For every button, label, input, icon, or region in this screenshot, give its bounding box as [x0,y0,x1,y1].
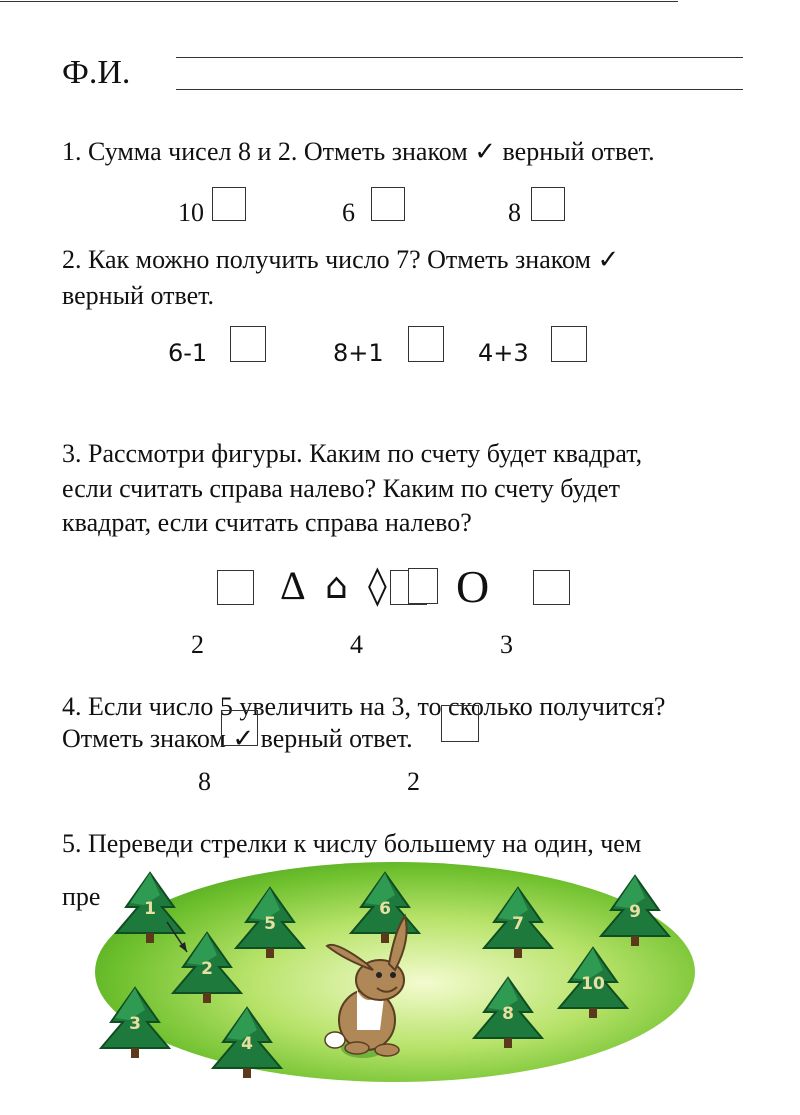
question-2-line-2: верный ответ. [62,281,215,310]
tree-label-6: 6 [379,899,391,919]
forest-picture [95,860,695,1085]
q3-answer-3: 3 [500,630,513,659]
shape-square-1 [217,570,254,605]
question-3-line-2: если считать справа налево? Каким по счету будет [62,474,621,503]
question-4-line-2: Отметь знаком ✓ верный ответ. [62,724,413,753]
q2-checkbox-2[interactable] [408,326,444,362]
q1-checkbox-1[interactable] [212,187,246,221]
q2-option-2: 8+1 [333,339,384,367]
q2-checkbox-1[interactable] [230,326,266,362]
question-2-line-1: 2. Как можно получить число 7? Отметь знаком ✓ [62,245,620,274]
q4-answer-1: 8 [198,767,211,796]
fi-label: Ф.И. [62,54,131,91]
shape-square-4 [533,570,570,605]
shape-pentagon: ⌂ [325,566,348,607]
tree-label-7: 7 [512,914,524,934]
name-line-top [176,57,743,58]
question-3-line-3: квадрат, если считать справа налево? [62,508,472,537]
q1-checkbox-3[interactable] [531,187,565,221]
shape-circle: O [456,561,490,612]
question-5-line-2: пре [62,882,101,911]
tree-label-9: 9 [629,902,641,922]
tree-label-2: 2 [201,959,213,979]
tree-label-4: 4 [241,1034,253,1054]
top-rule [0,1,678,2]
name-line-bottom [176,89,743,90]
question-1-text: 1. Сумма чисел 8 и 2. Отметь знаком ✓ верный ответ. [62,137,655,166]
q3-answer-2: 4 [350,630,363,659]
q3-answer-1: 2 [191,630,204,659]
question-4-line-1: 4. Если число 5 увеличить на 3, то сколько получится? [62,692,666,721]
question-3-line-1: 3. Рассмотри фигуры. Каким по счету будет квадрат, [62,439,643,468]
shape-triangle: Δ [280,563,306,608]
q1-option-1: 10 [178,198,204,227]
q2-checkbox-3[interactable] [551,326,587,362]
q4-checkbox-1[interactable] [221,710,258,746]
tree-label-10: 10 [581,974,605,994]
q1-option-2: 6 [342,198,355,227]
q4-checkbox-2[interactable] [441,705,479,742]
q2-option-3: 4+3 [478,339,529,367]
q1-checkbox-2[interactable] [371,187,405,221]
q2-option-1: 6-1 [168,339,208,367]
tree-label-8: 8 [502,1004,514,1024]
question-5-line-1: 5. Переведи стрелки к числу большему на один, чем [62,829,642,858]
shape-square-3 [408,568,438,604]
tree-label-1: 1 [144,899,156,919]
tree-label-5: 5 [264,914,276,934]
shape-diamond: ◊ [368,563,387,607]
q1-option-3: 8 [508,198,521,227]
tree-label-3: 3 [129,1014,141,1034]
q4-answer-2: 2 [407,767,420,796]
